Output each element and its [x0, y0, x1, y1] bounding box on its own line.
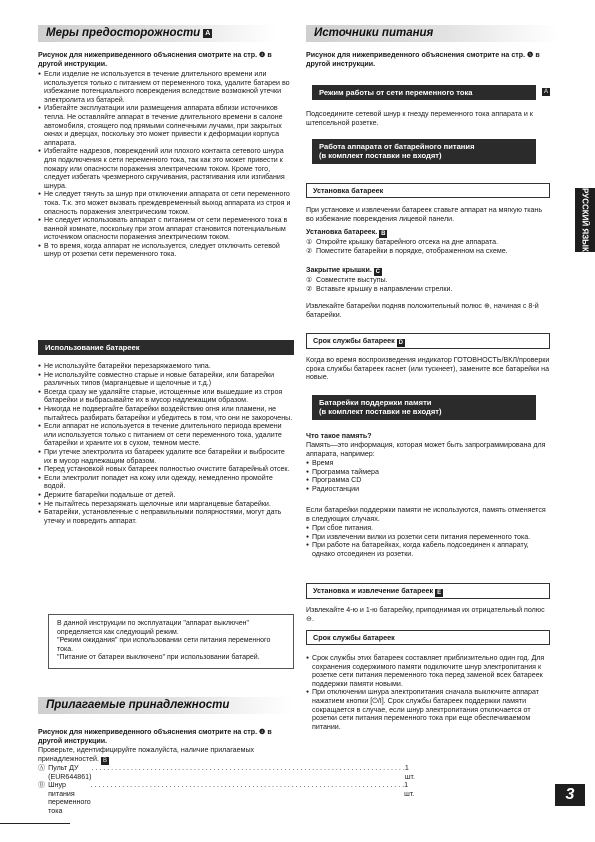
memory-cancel-text: Если батарейки поддержки памяти не используются, память отменяется в следующих случаях.: [306, 506, 546, 523]
list-item: ● Если изделие не используется в течение длительного времени или используется только с питанием от переменного тока, удалите батареи во избежание потенциального повреждения вследствие возможной утечки электролита из батарей.: [38, 70, 294, 104]
list-item: ● Программа CD: [306, 476, 550, 485]
list-item: ● Не используйте совместно старые и новые батарейки, или батарейки различных типов (марганцевые и щелочные и т.д.): [38, 371, 294, 388]
note-line: "Питание от батареи выключено" при использовании батарей.: [57, 654, 260, 662]
list-item: ● Не следует использовать аппарат с питанием от сети переменного тока в ванной комнате, поскольку при этом аппарат становится потенциальным источником опасности поражения электрическим током.: [38, 216, 294, 242]
step-item: [306, 238, 550, 247]
install-text: При установке и извлечении батареек ставьте аппарат на мягкую ткань во избежание повреждения лицевой панели.: [306, 206, 543, 223]
accessory-name: Шнур питания переменного тока: [48, 781, 91, 815]
accessory-qty: 1 шт.: [404, 781, 415, 798]
section-header-precautions: [38, 25, 276, 42]
life-text: Когда во время воспроизведения индикатор ГОТОВНОСТЬ/ВКЛ/проверки срока службы батареек гаснет (или тускнеет), замените все батарейки на новые.: [306, 356, 550, 382]
memory-cancel-list: [306, 524, 550, 558]
figure-ref-box: D: [398, 340, 403, 346]
accessories-intro: Рисунок для нижеприведенного объяснения смотрите на стр. ❹ в другой инструкции.: [38, 728, 272, 745]
mem-install-text: Извлекайте 4-ю и 1-ю батарейку, приподнимая их отрицательный полюс ⊖.: [306, 606, 545, 623]
step-text: Совместите выступы.: [316, 276, 388, 284]
step-number: ②: [306, 284, 313, 293]
install-header: Установка батареек: [306, 183, 550, 198]
list-item: ● Перед установкой новых батареек полностью очистите батарейный отсек.: [38, 465, 294, 474]
step-text: Вставьте крышку в направлении стрелки.: [316, 284, 453, 293]
accessory-mark: Ⓑ: [38, 781, 46, 790]
memory-header: Батарейки поддержки памяти (в комплект поставки не входят): [312, 395, 536, 420]
figure-ref-box: A: [205, 30, 211, 37]
step-item: [306, 285, 550, 294]
list-item: ● Время: [306, 459, 550, 468]
section-header-accessories: [38, 697, 292, 714]
battery-mode-header: Работа аппарата от батарейного питания (в комплект поставки не входят): [312, 139, 536, 164]
list-item: ● Программа таймера: [306, 468, 550, 477]
section-header-battery-use: Использование батареек: [38, 340, 294, 355]
section-header-power: [306, 25, 558, 42]
section-title: Источники питания: [314, 27, 434, 39]
accessories-list: [38, 764, 415, 816]
list-item: ● Всегда сразу же удаляйте старые, истощенные или вышедшие из строя батарейки и выбрасывайте их в мусор надлежащим образом.: [38, 388, 294, 405]
list-item: ● Держите батарейки подальше от детей.: [38, 491, 294, 500]
list-item: ● Если аппарат не используется в течение длительного периода времени или используется только с питанием от сети переменного тока, удалите батарейки и храните их в сухом, темном месте.: [38, 422, 294, 448]
leader-dots: . . . . . . . . . . . . . . . . . . . . . . . . . . . . . . . . . . . . . . . . . . . . . . . . . . . . . . . . . . . . . . . . . . . . . . . . . . . . . . . .: [90, 781, 405, 790]
ac-figure-box: A: [543, 89, 548, 95]
list-item: ● В то время, когда аппарат не используется, следует отключить сетевой шнур от розетки сети переменного тока.: [38, 242, 294, 259]
close-step-title: Закрытие крышки. C: [306, 266, 380, 275]
list-item: ● Не следует тянуть за шнур при отключении аппарата от сети переменного тока. Т.к. это может вызвать преждевременный выход аппарата из строя и опасность поражения электрическим током.: [38, 190, 294, 216]
page-number: 3: [555, 784, 585, 806]
memory-list: [306, 459, 550, 493]
figure-ref-box: B: [381, 231, 386, 237]
figure-ref-box: E: [437, 590, 442, 596]
step-item: [306, 247, 550, 256]
precautions-list: [38, 70, 294, 259]
life-header: Срок службы батареек D: [306, 333, 550, 349]
mem-life-header: Срок службы батареек: [306, 630, 550, 645]
footer-rule: [0, 823, 70, 824]
accessory-mark: Ⓐ: [38, 764, 46, 772]
mem-install-header: Установка и извлечение батареек E: [306, 583, 550, 599]
install-step-title: Установка батареек. B: [306, 228, 386, 237]
figure-ref-box: B: [102, 757, 107, 764]
ac-mode-text: Подсоедините сетевой шнур к гнезду переменного тока аппарата и к штепсельной розетке.: [306, 110, 533, 127]
list-item: ● Избегайте эксплуатации или размещения аппарата вблизи источников тепла. Не оставляйте аппарат в течение длительного времени в салоне автомобиля, стоящего под прямыми солнечными лучами, при закрытых окнах и дверцах, поскольку это может привести к деформации корпуса аппарата.: [38, 104, 294, 147]
accessory-item: [38, 764, 415, 781]
install-steps: [306, 238, 550, 255]
leader-dots: . . . . . . . . . . . . . . . . . . . . . . . . . . . . . . . . . . . . . . . . . . . . . . . . . . . . . . . . . . . . . . . . . . . . . . . . . . . . . . . .: [91, 764, 405, 772]
memory-question-text: Память—это информация, которая может быть запрограммирована для аппарата, например:: [306, 441, 546, 458]
ac-mode-header: Режим работы от сети переменного тока: [312, 85, 536, 100]
list-item: ● При извлечении вилки из розетки сети питания переменного тока.: [306, 533, 550, 542]
list-item: ● Никогда не подвергайте батарейки воздействию огня или пламени, не пытайтесь разбирать батарейки и убедитесь в том, что они не закорочены.: [38, 405, 294, 422]
accessories-check: Проверьте, идентифицируйте пожалуйста, наличие прилагаемых принадлежностей. B: [38, 746, 255, 764]
list-item: ● Избегайте надрезов, повреждений или плохого контакта сетевого шнура для подключения к сети переменного тока, так как это может привести к пожару или опасности поражения электрическим током. Кроме того, следует избегать чрезмерного скручивания, растягивания или изгибания шнура.: [38, 147, 294, 190]
list-item: ● Срок службы этих батареек составляет приблизительно один год. Для сохранения содержимого памяти подключите шнур электропитания к розетке сети питания переменного тока перед заменой всех батареек поддержки памяти новыми.: [306, 654, 550, 688]
note-line: "Режим ожидания" при использовании сети питания переменного тока.: [57, 637, 271, 653]
step-number: ①: [306, 276, 313, 284]
list-item: ● Радиостанции: [306, 485, 550, 494]
section-title: Прилагаемые принадлежности: [46, 699, 230, 711]
mem-life-list: [306, 654, 550, 731]
list-item: ● Не пытайтесь перезаряжать щелочные или марганцевые батарейки.: [38, 500, 294, 509]
accessory-item: [38, 781, 415, 815]
step-text: Поместите батарейки в порядке, отображенном на схеме.: [316, 246, 508, 255]
battery-use-list: [38, 362, 294, 525]
list-item: ● При работе на батарейках, когда кабель подсоединен к аппарату, однако отсоединен из розетки.: [306, 541, 550, 558]
power-intro: Рисунок для нижеприведенного объяснения смотрите на стр. ❺ в другой инструкции.: [306, 51, 540, 68]
accessory-qty: 1 шт.: [404, 764, 415, 781]
figure-ref-box: C: [375, 269, 380, 275]
note-box: [48, 614, 294, 669]
list-item: ● При отключении шнура электропитания сначала выключите аппарат нажатием кнопки [⏻/I]. Срок службы батареек поддержки памяти сокращается в случае, если шнур электропитания отключается от розетки сети питания переменного тока при еще обеспечиваемом питании.: [306, 688, 550, 731]
remove-text: Извлекайте батарейки подняв положительный полюс ⊕, начиная с 8-й батарейки.: [306, 302, 539, 319]
language-tab: РУССКИЙ ЯЗЫК: [575, 188, 595, 252]
step-item: [306, 276, 550, 285]
memory-question: Что такое память?: [306, 432, 372, 440]
section-title: Меры предосторожности: [46, 27, 201, 39]
list-item: ● Не используйте батарейки перезаряжаемого типа.: [38, 362, 294, 371]
accessory-name: Пульт ДУ (EUR644861): [48, 764, 92, 781]
close-steps: [306, 276, 550, 293]
list-item: ● Если электролит попадет на кожу или одежду, немедленно промойте водой.: [38, 474, 294, 491]
step-number: ①: [306, 238, 313, 246]
note-line: В данной инструкции по эксплуатации "аппарат выключен" определяется как следующий режим.: [57, 620, 249, 636]
list-item: ● Батарейки, установленные с неправильными полярностями, могут дать утечку и повредить аппарат.: [38, 508, 294, 525]
list-item: ● При утечке электролита из батареек удалите все батарейки и выбросите их в мусор надлежащим образом.: [38, 448, 294, 465]
step-text: Откройте крышку батарейного отсека на дне аппарата.: [316, 238, 499, 246]
step-number: ②: [306, 246, 313, 255]
precautions-intro: Рисунок для нижеприведенного объяснения смотрите на стр. ❹ в другой инструкции.: [38, 51, 272, 68]
list-item: ● При сбое питания.: [306, 524, 550, 533]
